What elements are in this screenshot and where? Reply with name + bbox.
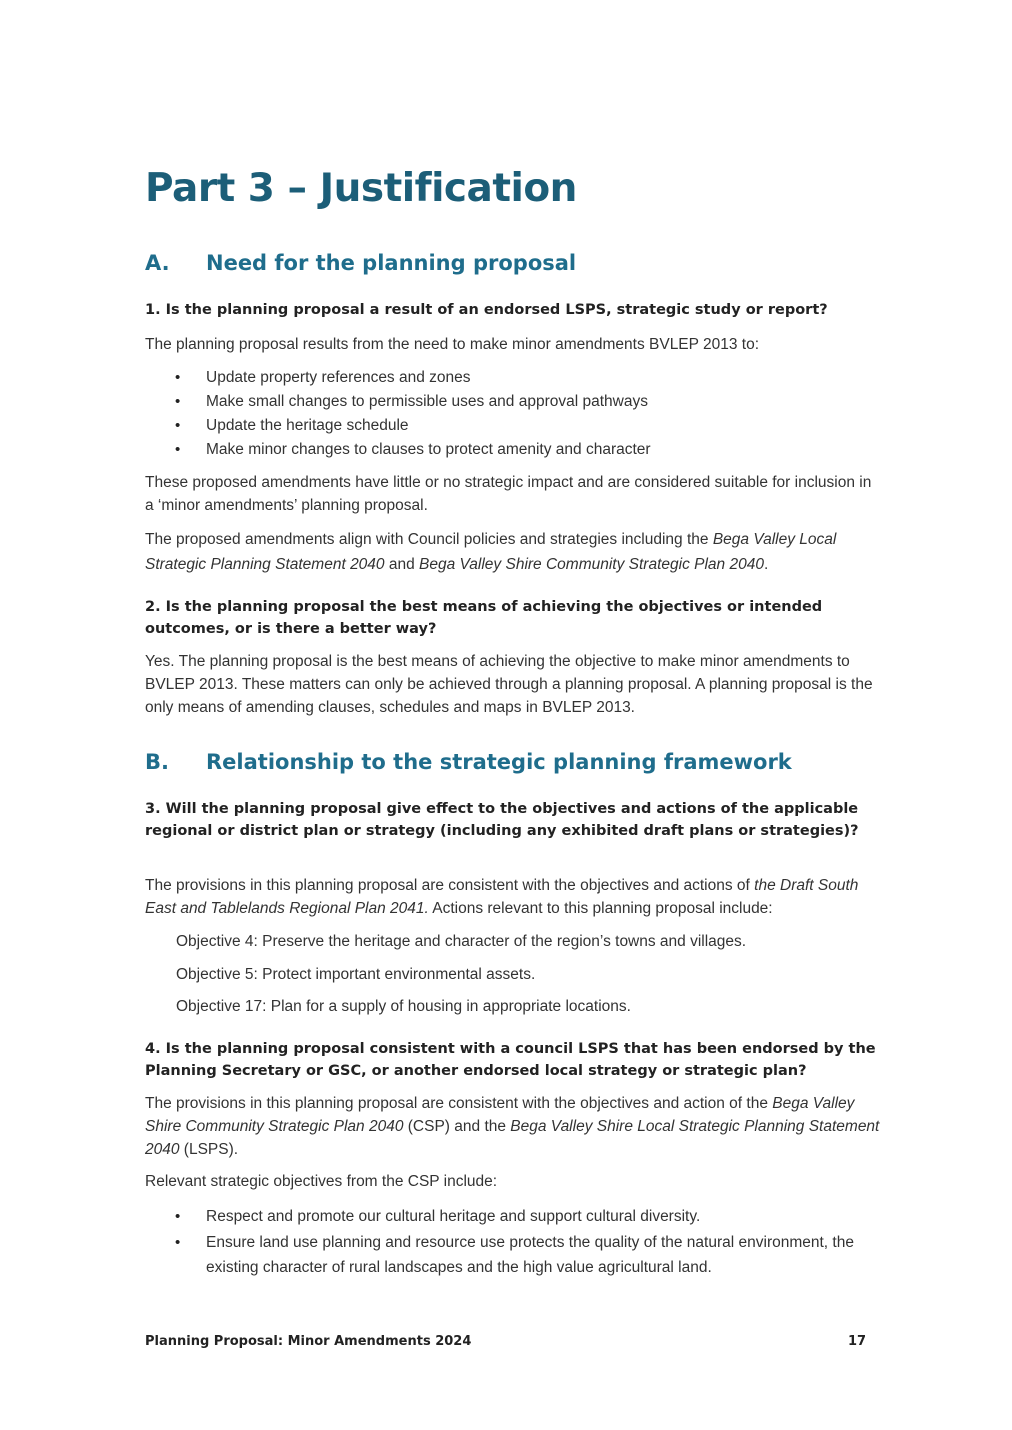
- question-1-intro: The planning proposal results from the need to make minor amendments BVLEP 2013 to:: [145, 336, 760, 353]
- question-2-heading: 2. Is the planning proposal the best means of achieving the objectives or intended outcomes, or is there a better way?: [145, 599, 823, 637]
- question-1-paragraph-2: [145, 527, 875, 577]
- list-item: • Update the heritage schedule: [145, 414, 895, 438]
- question-2-answer: Yes. The planning proposal is the best means of achieving the objective to make minor amendments to BVLEP 2013. These matters can only be achieved through a planning proposal. A planning proposal is the only means of amending clauses, schedules and maps in BVLEP 2013.: [145, 653, 873, 716]
- section-a-title: Need for the planning proposal: [206, 251, 577, 275]
- section-b-letter: B.: [145, 750, 169, 774]
- objective-item: Objective 5: Protect important environmental assets.: [176, 966, 536, 983]
- document-reference: Bega Valley Shire Local Strategic Planning Statement 2040: [145, 1118, 880, 1158]
- paragraph-text: The provisions in this planning proposal are consistent with the objectives and actions of: [145, 877, 755, 894]
- question-4-relevant-intro: Relevant strategic objectives from the CSP include:: [145, 1173, 498, 1190]
- document-reference: the Draft South East and Tablelands Regional Plan 2041.: [145, 877, 859, 917]
- list-item: • Make small changes to permissible uses and approval pathways: [145, 390, 895, 414]
- footer-page-number: 17: [848, 1334, 867, 1349]
- footer-document-title: Planning Proposal: Minor Amendments 2024: [145, 1334, 472, 1349]
- question-3-paragraph: [145, 874, 893, 920]
- question-1-paragraph-1: These proposed amendments have little or no strategic impact and are considered suitable for inclusion in a ‘minor amendments’ planning proposal.: [145, 474, 872, 514]
- question-4-paragraph: [145, 1092, 893, 1161]
- document-reference: Bega Valley Shire Community Strategic Plan 2040: [145, 1095, 855, 1135]
- question-4-heading: 4. Is the planning proposal consistent with a council LSPS that has been endorsed by the Planning Secretary or GSC, or another endorsed local strategy or strategic plan?: [145, 1041, 876, 1079]
- section-b-title: Relationship to the strategic planning framework: [206, 750, 792, 774]
- section-b-heading: [145, 750, 792, 774]
- list-item: • Ensure land use planning and resource use protects the quality of the natural environment, the existing character of rural landscapes and the high value agricultural land.: [145, 1230, 875, 1280]
- question-1-heading: 1. Is the planning proposal a result of an endorsed LSPS, strategic study or report?: [145, 302, 828, 318]
- objective-item: Objective 4: Preserve the heritage and character of the region’s towns and villages.: [176, 933, 747, 950]
- question-4-bullet-list: [145, 1205, 875, 1280]
- paragraph-text: and: [384, 556, 420, 573]
- paragraph-text: (LSPS).: [179, 1141, 239, 1158]
- document-reference: Bega Valley Shire Community Strategic Plan 2040: [419, 556, 764, 573]
- objective-item: Objective 17: Plan for a supply of housing in appropriate locations.: [176, 998, 631, 1015]
- section-a-letter: A.: [145, 251, 170, 275]
- list-item: • Respect and promote our cultural heritage and support cultural diversity.: [145, 1205, 875, 1229]
- paragraph-text: Actions relevant to this planning proposal include:: [428, 900, 773, 917]
- document-reference: Bega Valley Local Strategic Planning Statement 2040: [145, 531, 837, 573]
- list-item: • Update property references and zones: [145, 366, 895, 390]
- question-1-bullet-list: [145, 366, 895, 462]
- paragraph-text: .: [763, 556, 769, 573]
- question-3-heading: 3. Will the planning proposal give effect to the objectives and actions of the applicable regional or district plan or strategy (including any exhibited draft plans or strategies)?: [145, 801, 859, 839]
- list-item: • Make minor changes to clauses to protect amenity and character: [145, 438, 895, 462]
- paragraph-text: The provisions in this planning proposal are consistent with the objectives and action of the: [145, 1095, 773, 1112]
- page-title: Part 3 – Justification: [145, 166, 577, 211]
- paragraph-text: The proposed amendments align with Council policies and strategies including the: [145, 531, 713, 548]
- section-a-heading: [145, 251, 576, 275]
- paragraph-text: (CSP) and the: [403, 1118, 511, 1135]
